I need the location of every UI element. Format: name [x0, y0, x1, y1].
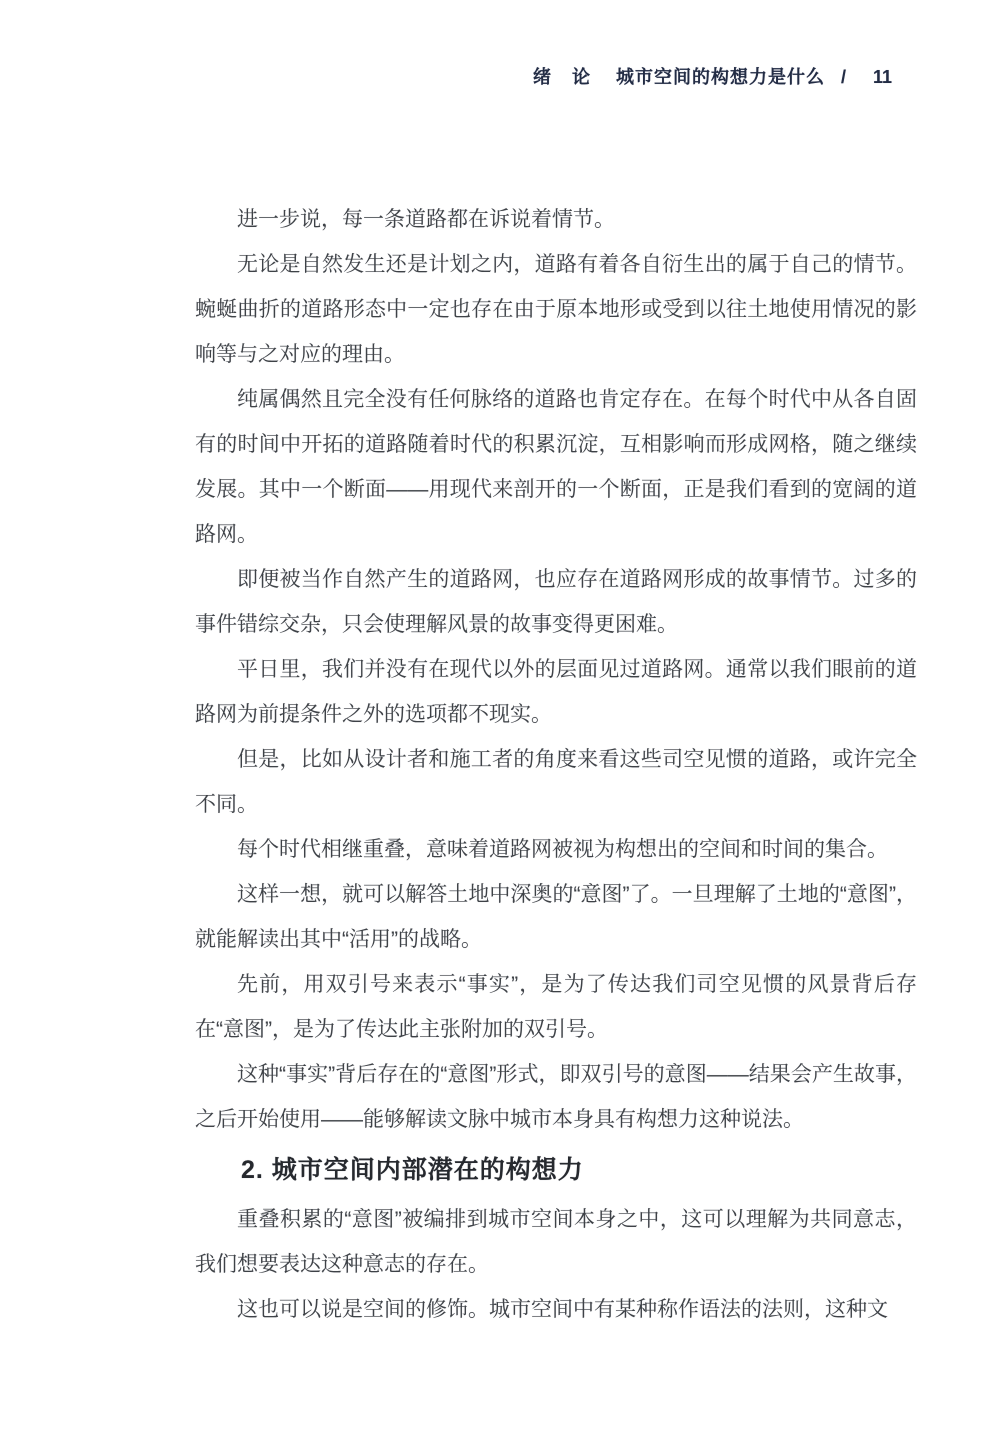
body-paragraph: 无论是自然发生还是计划之内，道路有着各自衍生出的属于自己的情节。蜿蜒曲折的道路形态中一定也存在由于原本地形或受到以往土地使用情况的影响等与之对应的理由。: [195, 253, 917, 366]
body-paragraph: 纯属偶然且完全没有任何脉络的道路也肯定存在。在每个时代中从各自固有的时间中开拓的道路随着时代的积累沉淀，互相影响而形成网格，随之继续发展。其中一个断面——用现代来剖开的一个断面，正是我们看到的宽阔的道路网。: [195, 388, 917, 546]
body-paragraph: 先前，用双引号来表示“事实”，是为了传达我们司空见惯的风景背后存在“意图”，是为了传达此主张附加的双引号。: [195, 973, 917, 1041]
body-paragraph: 这种“事实”背后存在的“意图”形式，即双引号的意图——结果会产生故事，之后开始使用——能够解读文脉中城市本身具有构想力这种说法。: [195, 1063, 917, 1131]
header-separator: /: [840, 67, 847, 87]
running-header: [0, 63, 892, 89]
page-number: 11: [872, 67, 892, 87]
body-paragraph: 平日里，我们并没有在现代以外的层面见过道路网。通常以我们眼前的道路网为前提条件之外的选项都不现实。: [195, 658, 917, 726]
body-paragraph: 但是，比如从设计者和施工者的角度来看这些司空见惯的道路，或许完全不同。: [195, 748, 917, 816]
body-paragraph: 进一步说，每一条道路都在诉说着情节。: [237, 208, 615, 231]
chapter-label: 绪 论: [532, 67, 598, 87]
chapter-title: 城市空间的构想力是什么: [615, 67, 825, 87]
section-heading: 2. 城市空间内部潜在的构想力: [241, 1156, 584, 1184]
page-body: [195, 197, 917, 1332]
body-paragraph: 每个时代相继重叠，意味着道路网被视为构想出的空间和时间的集合。: [237, 838, 888, 861]
body-paragraph: 这样一想，就可以解答土地中深奥的“意图”了。一旦理解了土地的“意图”，就能解读出其中“活用”的战略。: [195, 883, 917, 951]
body-paragraph: 即便被当作自然产生的道路网，也应存在道路网形成的故事情节。过多的事件错综交杂，只会使理解风景的故事变得更困难。: [195, 568, 917, 636]
body-paragraph: 这也可以说是空间的修饰。城市空间中有某种称作语法的法则，这种文: [237, 1298, 888, 1321]
body-paragraph: 重叠积累的“意图”被编排到城市空间本身之中，这可以理解为共同意志，我们想要表达这种意志的存在。: [195, 1208, 917, 1276]
